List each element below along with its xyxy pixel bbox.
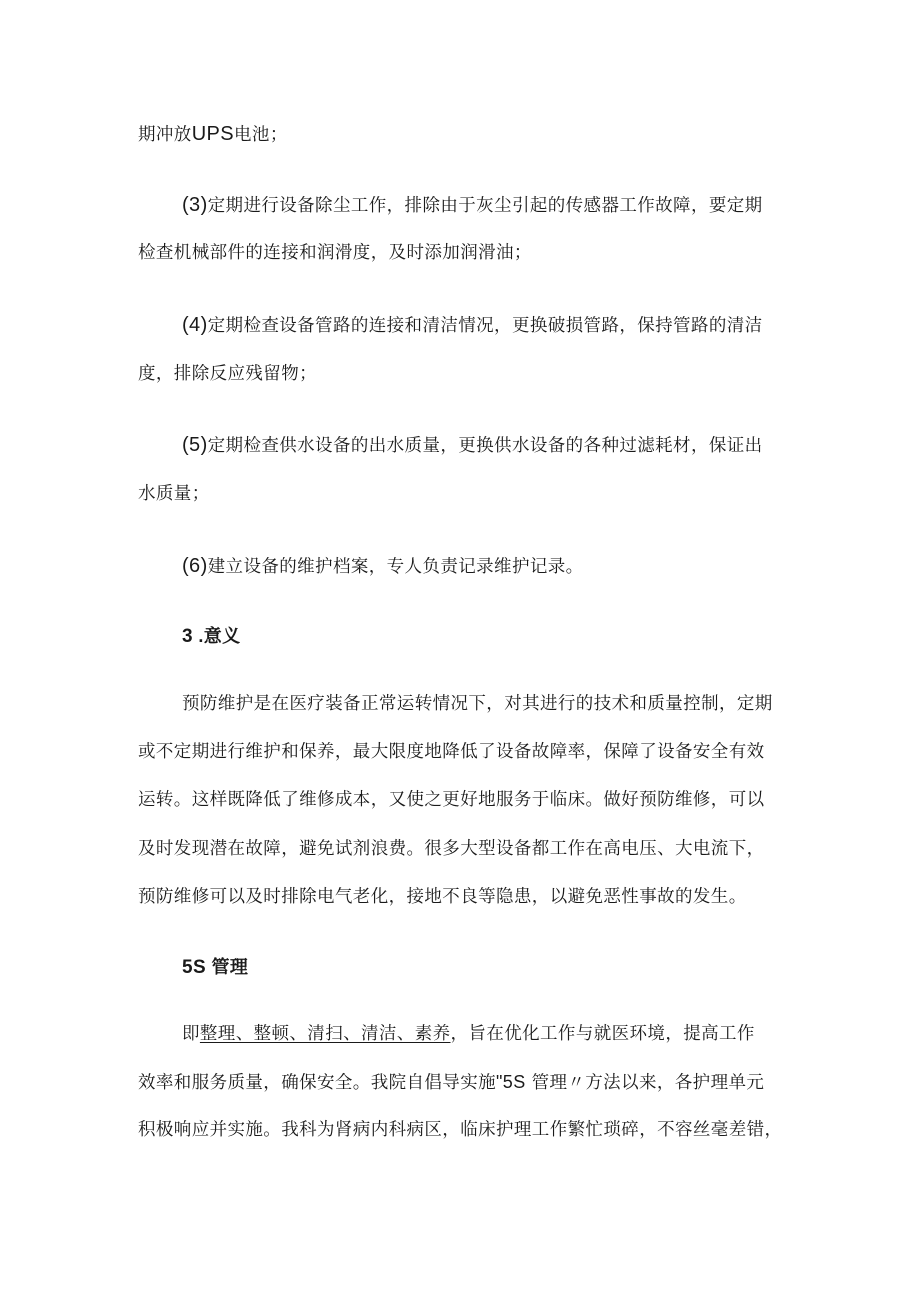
list-item-6 — [182, 554, 584, 579]
paragraph-line — [182, 1022, 755, 1046]
item-text: 定期进行设备除尘工作，排除由于灰尘引起的传感器工作故障，要定期 — [207, 196, 763, 216]
paragraph-line — [138, 122, 288, 147]
section-heading-5s — [182, 955, 248, 980]
item-text: 定期检查设备管路的连接和清洁情况，更换破损管路，保持管路的清洁 — [207, 316, 763, 336]
list-item-4 — [182, 313, 763, 338]
text-fragment: 期冲放 — [138, 125, 192, 145]
item-text: 度，排除反应残留物； — [138, 364, 317, 384]
section-heading-significance — [182, 624, 241, 649]
paragraph-line — [138, 1070, 764, 1095]
section-title: .意义 — [192, 626, 241, 646]
text-fragment: 及时发现潜在故障，避免试剂浪费。很多大型设备都工作在高电压、大电流下， — [138, 839, 765, 859]
paragraph-line — [182, 692, 773, 716]
text-fragment: 积极响应并实施。我科为肾病内科病区，临床护理工作繁忙琐碎，不容丝毫差错， — [138, 1120, 783, 1140]
item-number: (3) — [182, 194, 208, 216]
underlined-terms: 整理、整顿、清扫、清洁、素养 — [199, 1024, 451, 1044]
text-fragment: ，旨在优化工作与就医环境，提高工作 — [450, 1024, 755, 1044]
section-number: 3 — [182, 626, 193, 647]
text-fragment: 电池； — [234, 125, 288, 145]
paragraph-line — [138, 1118, 782, 1142]
section-number: 5S — [182, 957, 207, 978]
item-text: 定期检查供水设备的出水质量，更换供水设备的各种过滤耗材，保证出 — [207, 436, 763, 456]
text-fragment: 预防维修可以及时排除电气老化，接地不良等隐患，以避免恶性事故的发生。 — [138, 887, 747, 907]
section-title: 管理 — [211, 957, 249, 977]
ups-term: UPS — [191, 123, 235, 145]
list-item-3-continued — [138, 241, 532, 265]
item-number: (5) — [182, 434, 208, 456]
item-text: 水质量； — [138, 484, 210, 504]
text-fragment: 运转。这样既降低了维修成本，又使之更好地服务于临床。做好预防维修，可以 — [138, 790, 765, 810]
item-text: 建立设备的维护档案，专人负责记录维护记录。 — [207, 557, 584, 577]
text-fragment: 管理〃方法以来，各护理单元 — [531, 1073, 765, 1093]
quote-5s: "5S — [496, 1072, 526, 1092]
text-fragment: 即 — [182, 1024, 200, 1044]
text-fragment: 预防维护是在医疗装备正常运转情况下，对其进行的技术和质量控制，定期 — [182, 694, 773, 714]
item-text: 检查机械部件的连接和润滑度，及时添加润滑油； — [138, 243, 532, 263]
text-fragment: 效率和服务质量，确保安全。我院自倡导实施 — [138, 1073, 496, 1093]
paragraph-line — [138, 788, 765, 812]
item-number: (4) — [182, 314, 208, 336]
paragraph-line — [138, 885, 747, 909]
text-fragment: 或不定期进行维护和保养，最大限度地降低了设备故障率，保障了设备安全有效 — [138, 742, 765, 762]
list-item-3 — [182, 193, 763, 218]
list-item-5-continued — [138, 482, 210, 506]
paragraph-line — [138, 740, 765, 764]
list-item-5 — [182, 433, 763, 458]
paragraph-line — [138, 837, 765, 861]
list-item-4-continued — [138, 362, 317, 386]
item-number: (6) — [182, 555, 208, 577]
